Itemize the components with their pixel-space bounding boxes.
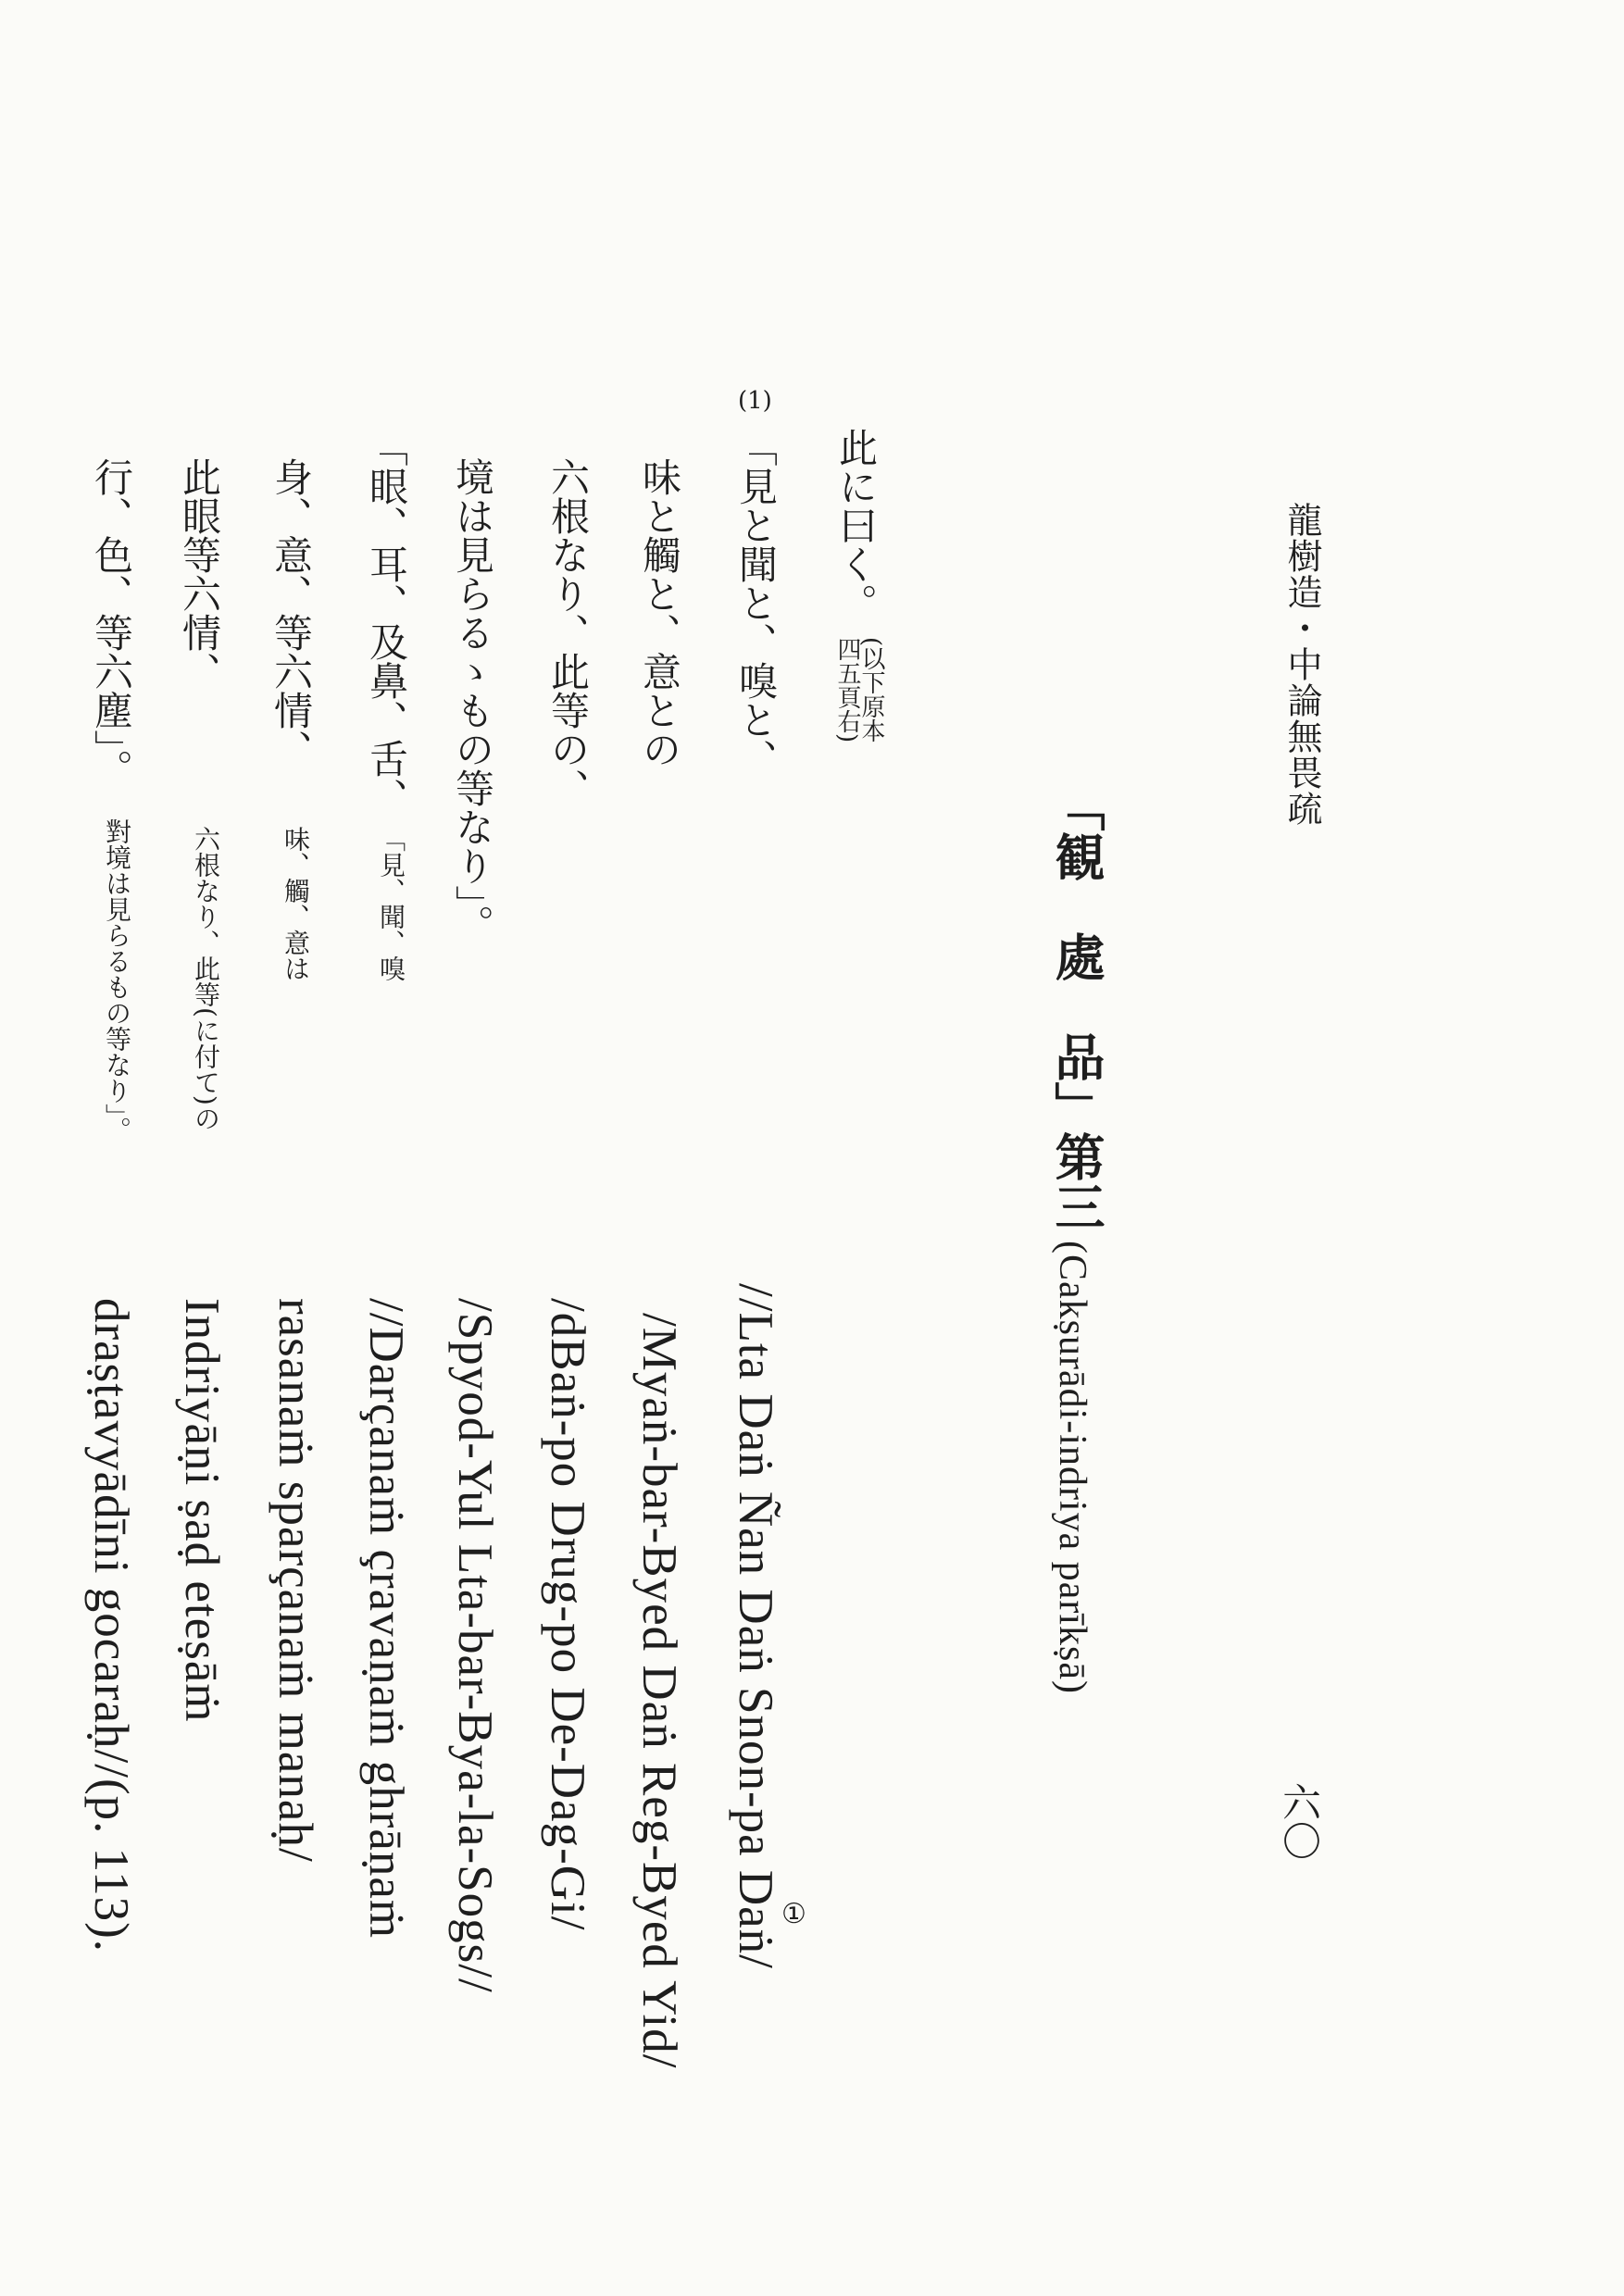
running-head: 龍樹造・中論無畏疏 (1281, 502, 1322, 827)
verse-sanskrit-line: rasanaṁ sparçanaṁ manaḥ/ (269, 1298, 322, 1863)
verse-tibetan-line: /Myaṅ-bar-Byed Daṅ Reg-Byed Yid/ (632, 1313, 686, 2069)
verse-kanbun-line: 「眼、耳、及鼻、舌、 (364, 428, 409, 817)
verse-translation-line: 境は見らるゝもの等なり」。 (450, 457, 495, 943)
verse-gloss-line: 六根なり、此等(に付て)の (191, 826, 221, 1131)
verse-kanbun-line: 此眼等六情、 (177, 457, 222, 691)
source-note-line: (以下原本 (857, 637, 885, 743)
verse-translation-line: 六根なり、此等の、 (545, 457, 591, 807)
verse-gloss-line: 對境は見らるもの等なり」。 (102, 818, 132, 1142)
chapter-title: 「観 處 品」第三 (1047, 781, 1106, 1231)
verse-kanbun-line: 行、色、等六塵」。 (89, 457, 134, 788)
verse-tibetan-line: //Lta Daṅ Ñan Daṅ Snon-pa Daṅ/ (729, 1283, 782, 1969)
commentary-intro: 此に曰く。 (833, 428, 879, 622)
source-note-line: 四五頁右) (833, 637, 861, 743)
page-number: 六〇 (1277, 1782, 1322, 1860)
verse-gloss-line: 味、觸、意は (281, 826, 311, 981)
verse-translation-line: 「見と聞と、嗅と、 (733, 428, 779, 778)
chapter-subtitle: (Cakṣurādi-indriya parīkṣā) (1051, 1241, 1093, 1695)
source-note (835, 637, 883, 742)
verse-translation-line: 味と觸と、意との (637, 457, 682, 768)
verse-tibetan-line: /dBaṅ-po Drug-po De-Dag-Gi/ (541, 1298, 594, 1931)
verse-gloss-line: 「見、聞、嗅 (376, 826, 406, 981)
verse-kanbun-line: 身、意、等六情、 (269, 457, 314, 768)
footnote-mark: (1) (738, 387, 772, 415)
verse-sanskrit-line: //Darçanaṁ çravaṇaṁ ghrāṇaṁ (359, 1298, 413, 1940)
footnote-circle-mark: ① (781, 1898, 806, 1930)
verse-sanskrit-line: Indriyāṇi ṣaḍ eteṣāṁ (175, 1298, 229, 1723)
verse-tibetan-line: /Spyod-Yul Lta-bar-Bya-la-Sogs// (448, 1298, 502, 1993)
verse-sanskrit-line: draṣṭavyādīni gocaraḥ//(p. 113). (84, 1298, 138, 1953)
